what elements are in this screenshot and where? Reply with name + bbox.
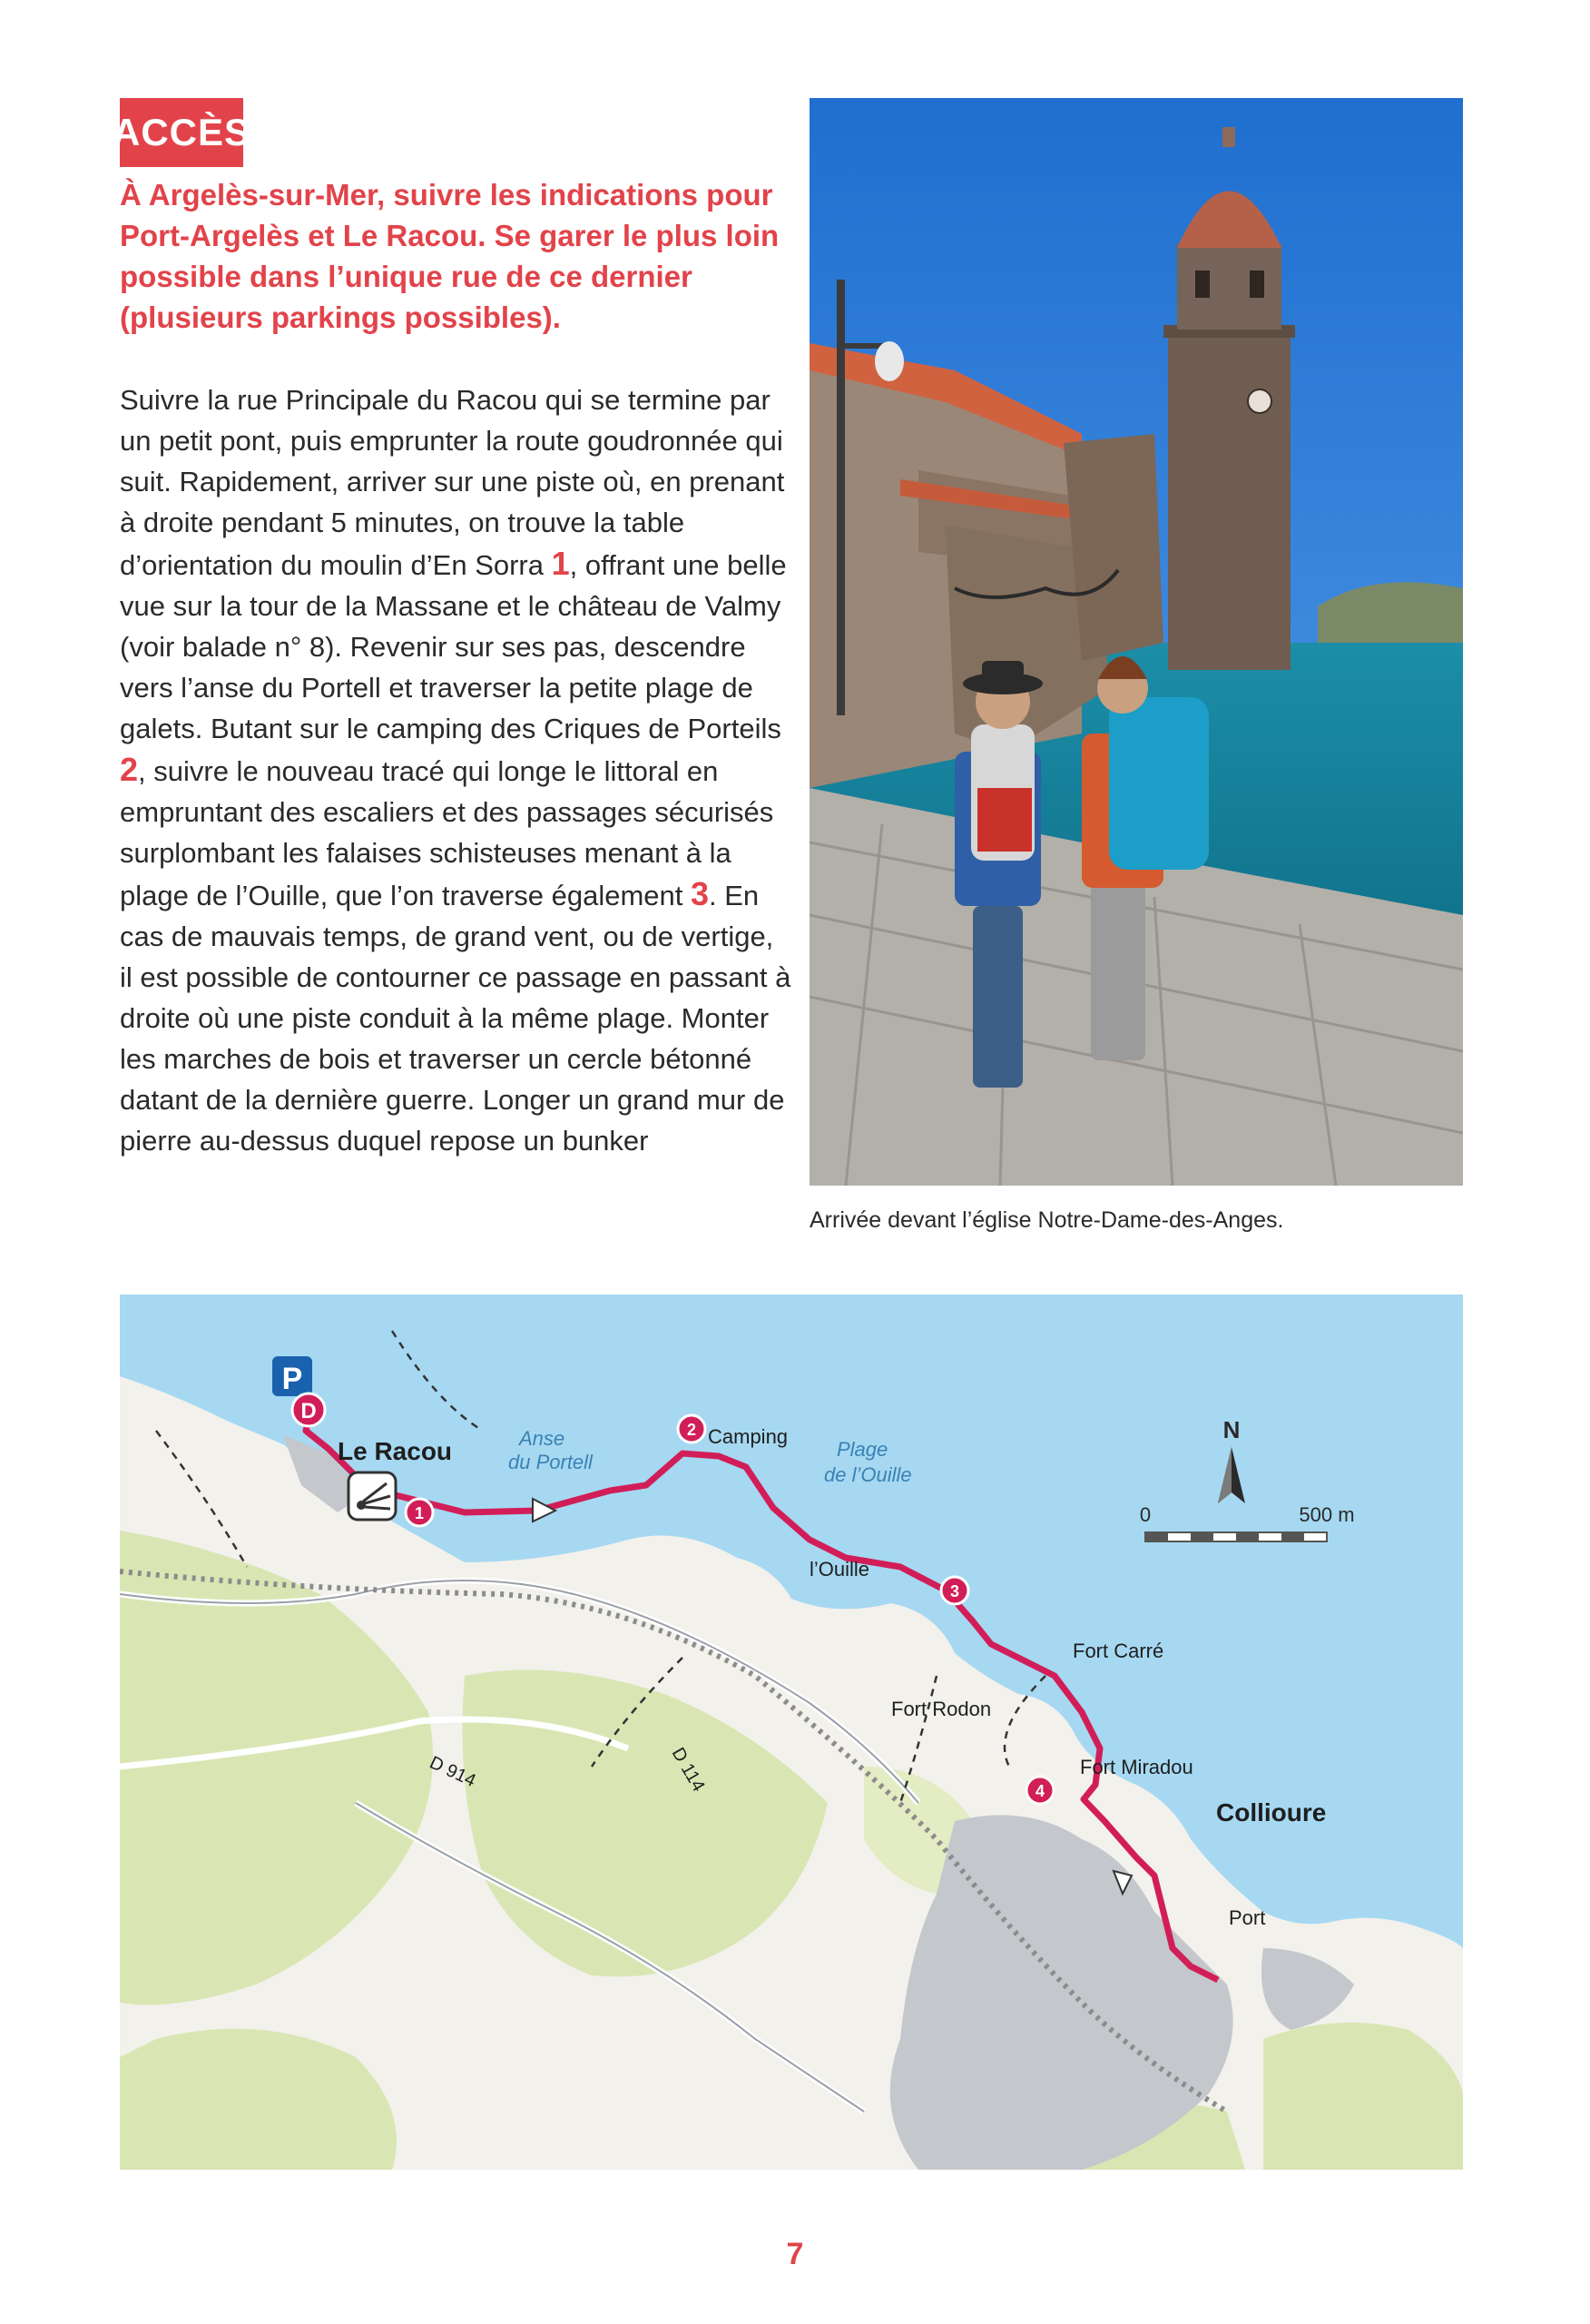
page-number: 7: [786, 2237, 804, 2271]
acces-badge: ACCÈS: [120, 98, 243, 167]
label-port: Port: [1229, 1906, 1266, 1929]
access-instructions: À Argelès-sur-Mer, suivre les indications pour Port-Argelès et Le Racou. Se garer le plus loin possible dans l’unique rue de ce dernier (plusieurs parkings possibles).: [120, 178, 780, 334]
label-plage: Plage: [837, 1438, 888, 1461]
label-le-racou: Le Racou: [338, 1437, 453, 1465]
label-collioure: Collioure: [1216, 1798, 1327, 1827]
photo-caption: Arrivée devant l’église Notre-Dame-des-Anges.: [810, 1207, 1284, 1233]
label-fort-miradou: Fort Miradou: [1080, 1756, 1193, 1778]
start-marker: D: [300, 1399, 317, 1423]
route-map: [120, 1295, 1463, 2170]
description-part-2: , offrant une belle vue sur la tour de la Massane et le château de Valmy (voir balade n° 8). Revenir sur ses pas, descendre vers l’anse du Portell et traverser la petite plage de galets. Butant sur le camping des Criques de Porteils: [120, 549, 787, 744]
scale-end: 500 m: [1299, 1503, 1355, 1526]
step-marker-1: 1: [551, 545, 570, 582]
walk-description: [120, 379, 791, 1161]
map-step-3: 3: [949, 1582, 960, 1600]
label-de-l-ouille: de l’Ouille: [824, 1463, 912, 1486]
step-marker-2: 2: [120, 751, 139, 788]
label-d114: D 114: [667, 1744, 709, 1796]
label-l-ouille: l’Ouille: [810, 1558, 870, 1581]
label-anse: Anse: [519, 1427, 565, 1450]
collioure-church-photo: [810, 98, 1463, 1186]
scale-start: 0: [1139, 1503, 1152, 1526]
label-du-portell: du Portell: [508, 1451, 593, 1473]
map-step-4: 4: [1035, 1782, 1045, 1800]
label-d914: D 914: [426, 1752, 479, 1792]
description-part-1: Suivre la rue Principale du Racou qui se termine par un petit pont, puis emprunter la route goudronnée qui suit. Rapidement, arriver sur une piste où, en prenant à droite pendant 5 minutes, on trouve la table d’orientation du moulin d’En Sorra: [120, 384, 785, 581]
description-part-4: . En cas de mauvais temps, de grand vent, ou de vertige, il est possible de contourner ce passage en passant à droite où une piste conduit à la même plage. Monter les marches de bois et traverser un cercle bétonné datant de la dernière guerre. Longer un grand mur de pierre au-dessus duquel repose un bunker: [120, 880, 791, 1157]
map-step-1: 1: [414, 1504, 425, 1522]
description-part-3: , suivre le nouveau tracé qui longe le littoral en empruntant des escaliers et des passages sécurisés surplombant les falaises schisteuses menant à la plage de l’Ouille, que l’on traverse également: [120, 755, 774, 911]
parking-icon: P: [281, 1362, 303, 1396]
step-marker-3: 3: [691, 875, 710, 912]
label-fort-carre: Fort Carré: [1073, 1640, 1164, 1662]
north-label: N: [1222, 1416, 1241, 1443]
map-step-2: 2: [686, 1421, 697, 1439]
label-camping: Camping: [708, 1425, 789, 1448]
label-fort-rodon: Fort Rodon: [891, 1698, 992, 1720]
